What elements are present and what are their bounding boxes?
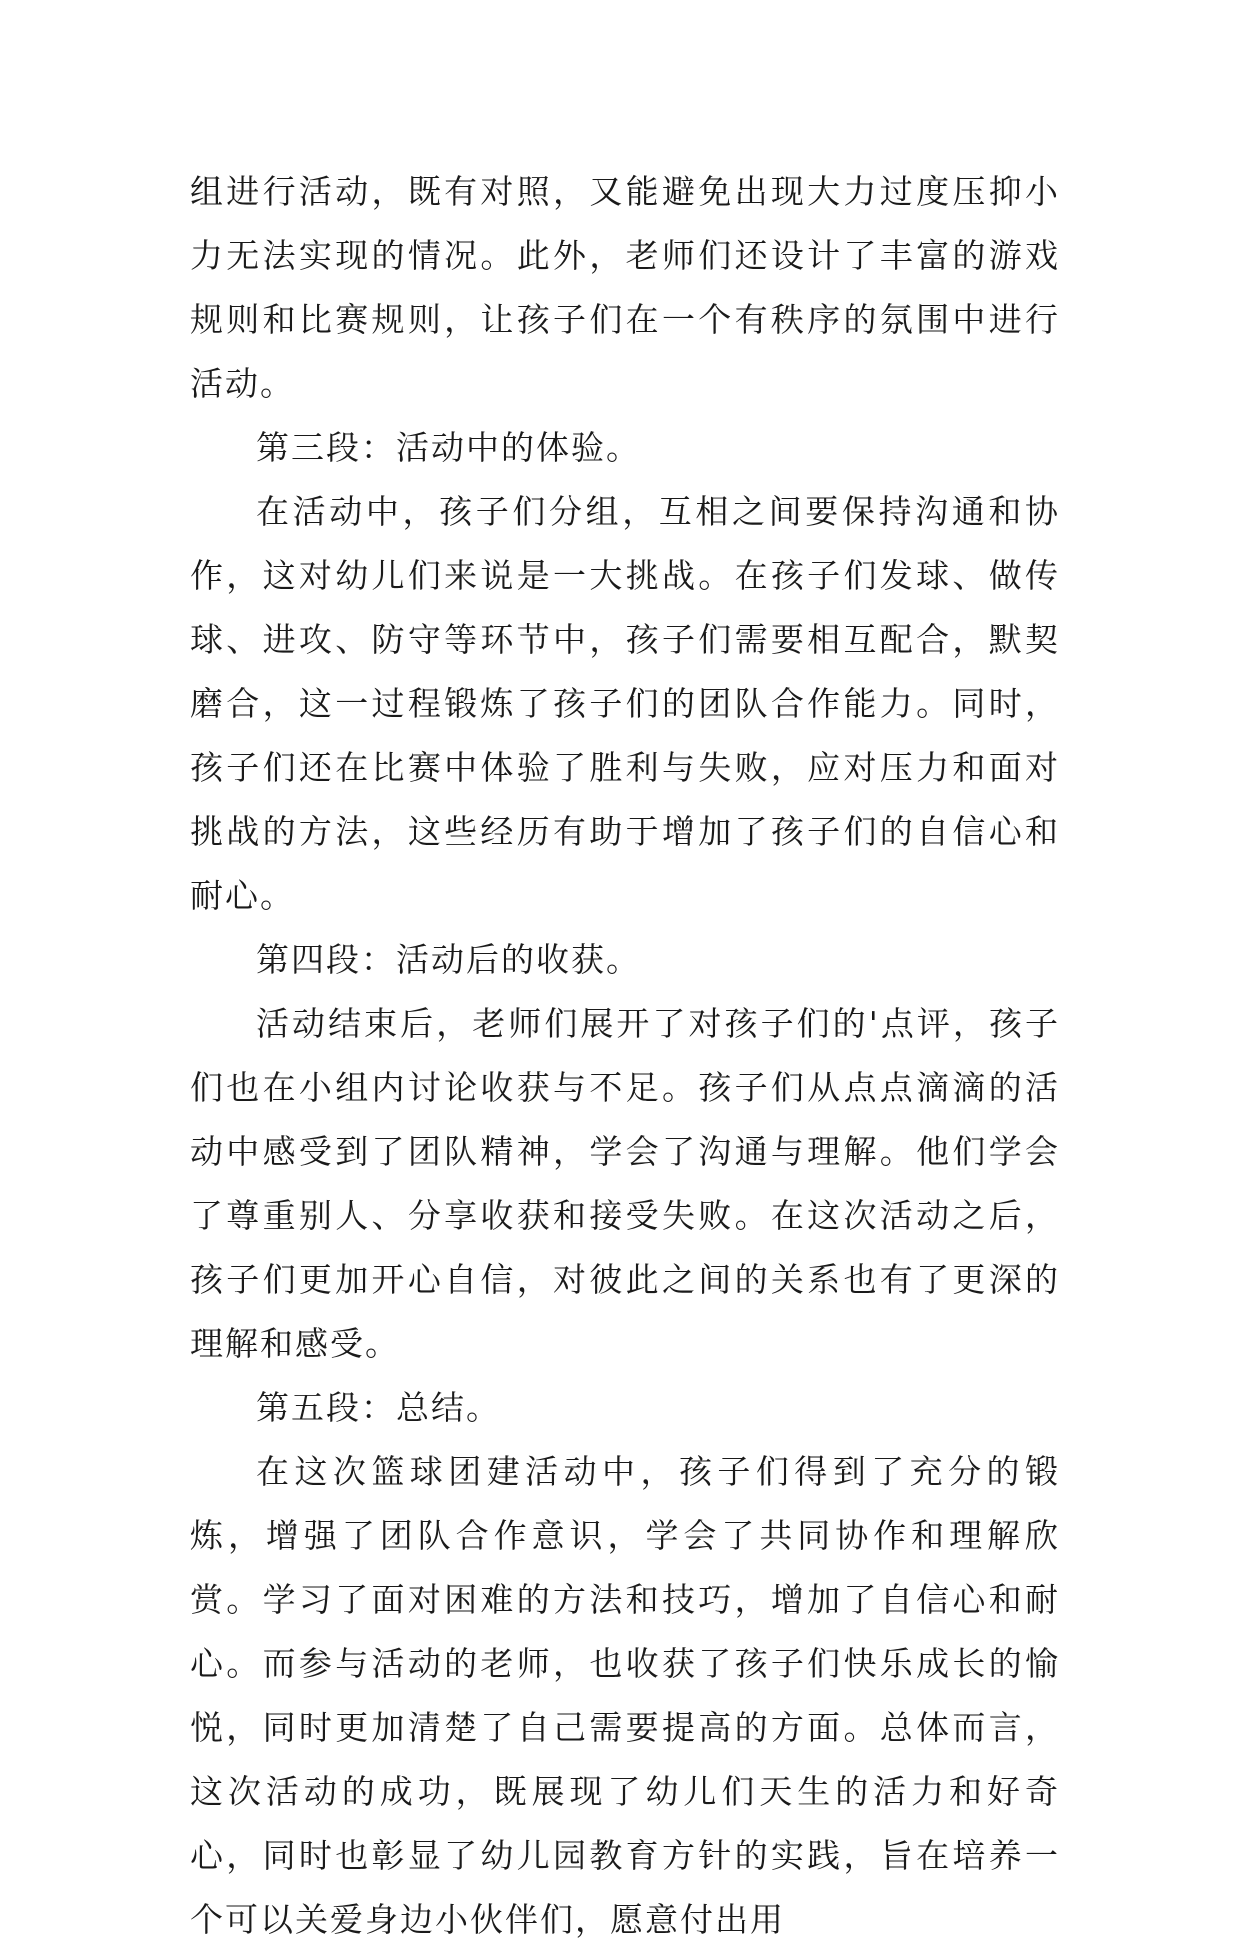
paragraph-intro-continued: 组进行活动，既有对照，又能避免出现大力过度压抑小力无法实现的情况。此外，老师们还设计了丰富的游戏规则和比赛规则，让孩子们在一个有秩序的氛围中进行活动。 <box>190 172 1060 403</box>
paragraph-section-4: 活动结束后，老师们展开了对孩子们的'点评，孩子们也在小组内讨论收获与不足。孩子们从点点滴滴的活动中感受到了团队精神，学会了沟通与理解。他们学会了尊重别人、分享收获和接受失败。在这次活动之后，孩子们更加开心自信，对彼此之间的关系也有了更深的理解和感受。 <box>190 1004 1060 1363</box>
section-heading-5: 第五段：总结。 <box>256 1388 501 1427</box>
paragraph-section-3: 在活动中，孩子们分组，互相之间要保持沟通和协作，这对幼儿们来说是一大挑战。在孩子们发球、做传球、进攻、防守等环节中，孩子们需要相互配合，默契磨合，这一过程锻炼了孩子们的团队合作能力。同时，孩子们还在比赛中体验了胜利与失败，应对压力和面对挑战的方法，这些经历有助于增加了孩子们的自信心和耐心。 <box>190 492 1060 915</box>
section-heading-3: 第三段：活动中的体验。 <box>256 428 641 467</box>
paragraph-section-5: 在这次篮球团建活动中，孩子们得到了充分的锻炼，增强了团队合作意识，学会了共同协作和理解欣赏。学习了面对困难的方法和技巧，增加了自信心和耐心。而参与活动的老师，也收获了孩子们快乐成长的愉悦，同时更加清楚了自己需要提高的方面。总体而言，这次活动的成功，既展现了幼儿们天生的活力和好奇心，同时也彰显了幼儿园教育方针的实践，旨在培养一个可以关爱身边小伙伴们，愿意付出用 <box>190 1452 1060 1939</box>
document-body <box>190 160 1060 1952</box>
section-heading-4: 第四段：活动后的收获。 <box>256 940 641 979</box>
